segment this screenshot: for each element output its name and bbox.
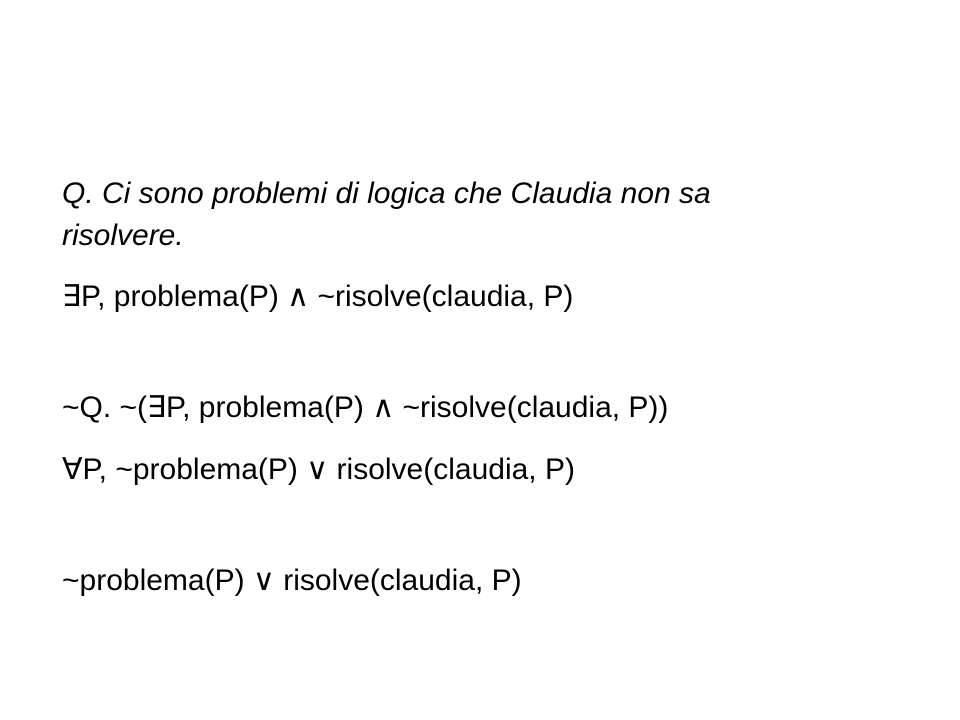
formula-forall: ∀P, ~problema(P) ∨ risolve(claudia, P) xyxy=(62,453,575,486)
formula-exists: ∃P, problema(P) ∧ ~risolve(claudia, P) xyxy=(62,280,574,313)
formula-clause: ~problema(P) ∨ risolve(claudia, P) xyxy=(62,564,522,597)
formula-negated-query: ~Q. ~(∃P, problema(P) ∧ ~risolve(claudia, P)) xyxy=(62,391,669,424)
statement-line-2: risolvere. xyxy=(62,219,184,252)
statement-line-1: Q. Ci sono problemi di logica che Claudia non sa xyxy=(62,177,711,210)
